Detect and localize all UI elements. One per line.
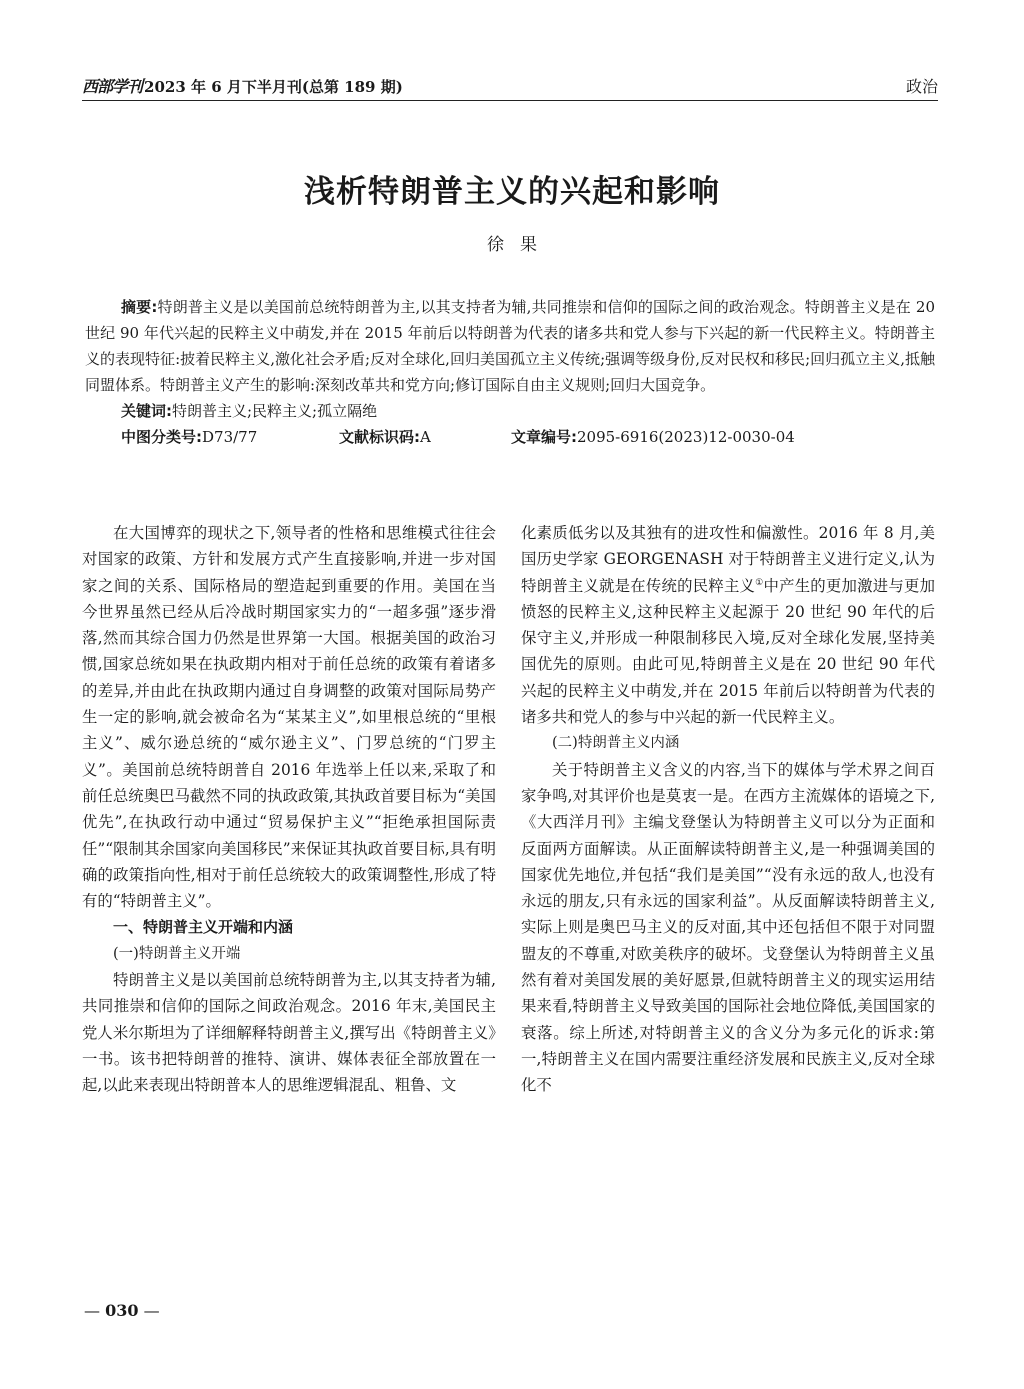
body-paragraph: 特朗普主义是以美国前总统特朗普为主,以其支持者为辅,共同推崇和信仰的国际之间政治观念。2016 年末,美国民主党人米尔斯坦为了详细解释特朗普主义,撰写出《特朗普主义》一书。该书把特朗普的推特、演讲、媒体表征全部放置在一起,以此来表现出特朗普本人的思维逻辑混乱、粗鲁、文 [82,971,496,1095]
body-text: 中产生的更加激进与更加愤怒的民粹主义,这种民粹主义起源于 20 世纪 90 年代的后保守主义,并形成一种限制移民入境,反对全球化发展,坚持美国优先的原则。由此可见,特朗普主义是在 20 世纪 90 年代兴起的民粹主义中萌发,并在 2015 年前后以特朗普为代表的诸多共和党人的参与中兴起的新一代民粹主义。 [521,576,935,727]
abstract-block [85,294,935,450]
clc-number [121,424,339,450]
section-label: 政治 [905,76,938,96]
right-column [521,520,935,1099]
abstract-text: 特朗普主义是以美国前总统特朗普为主,以其支持者为辅,共同推崇和信仰的国际之间的政治观念。特朗普主义是在 20 世纪 90 年代兴起的民粹主义中萌发,并在 2015 年前后以特朗普为代表的诸多共和党人参与下兴起的新一代民粹主义。特朗普主义的表现特征:披着民粹主义,激化社会矛盾;反对全球化,回归美国孤立主义传统;强调等级身份,反对民权和移民;回归孤立主义,抵触同盟体系。特朗普主义产生的影响:深刻改革共和党方向;修订国际自由主义规则;回归大国竞争。 [85,298,936,394]
keywords-line [85,398,935,424]
keywords-text: 特朗普主义;民粹主义;孤立隔绝 [172,402,378,420]
header-journal-info [82,74,403,97]
section-heading: 一、特朗普主义开端和内涵 [113,918,294,937]
doc-label: 文献标识码: [339,428,420,446]
running-header [82,70,938,101]
article-value: 2095-6916(2023)12-0030-04 [577,428,795,446]
classification-row [85,424,935,450]
clc-label: 中图分类号: [121,428,202,446]
body-paragraph: 关于特朗普主义含义的内容,当下的媒体与学术界之间百家争鸣,对其评价也是莫衷一是。在西方主流媒体的语境之下,《大西洋月刊》主编戈登堡认为特朗普主义可以分为正面和反面两方面解读。从正面解读特朗普主义,是一种强调美国的国家优先地位,并包括“我们是美国”“没有永远的敌人,也没有永远的朋友,只有永远的国家利益”。从反面解读特朗普主义,实际上则是奥巴马主义的反对面,其中还包括但不限于对同盟盟友的不尊重,对欧美秩序的破坏。戈登堡认为特朗普主义虽然有着对美国发展的美好愿景,但就特朗普主义的现实运用结果来看,特朗普主义导致美国的国际社会地位降低,美国国家的衰落。综上所述,对特朗普主义的含义分为多元化的诉求:第一,特朗普主义在国内需要注重经济发展和民族主义,反对全球化不 [521,760,935,1095]
abstract-paragraph [85,294,935,398]
footnote-marker: ① [755,577,764,588]
article-label: 文章编号: [511,428,577,446]
article-number [511,424,795,450]
journal-logo: 西部学刊 [82,76,143,96]
subsection-heading: (一)特朗普主义开端 [113,945,241,962]
page-number-value: 030 [105,1301,139,1320]
doc-value: A [420,428,431,446]
page-number: — 030 — [84,1301,160,1320]
author-name: 徐果 [487,235,553,255]
body-paragraph: 在大国博弈的现状之下,领导者的性格和思维模式往往会对国家的政策、方针和发展方式产生直接影响,并进一步对国家之间的关系、国际格局的塑造起到重要的作用。美国在当今世界虽然已经从后冷战时期国家实力的“一超多强”逐步滑落,然而其综合国力仍然是世界第一大国。根据美国的政治习惯,国家总统如果在执政期内相对于前任总统的政策有着诸多的差异,并由此在执政期内通过自身调整的政策对国际局势产生一定的影响,就会被命名为“某某主义”,如里根总统的“里根主义”、威尔逊总统的“威尔逊主义”、门罗总统的“门罗主义”。美国前总统特朗普自 2016 年选举上任以来,采取了和前任总统奥巴马截然不同的执政政策,其执政首要目标为“美国优先”,在执政行动中通过“贸易保护主义”“拒绝承担国际责任”“限制其余国家向美国移民”来保证其执政首要目标,具有明确的政策指向性,相对于前任总统较大的政策调整性,形成了特有的“特朗普主义”。 [82,524,496,911]
issue-info: 2023 年 6 月下半月刊(总第 189 期) [144,77,403,96]
keywords-label: 关键词: [121,402,172,420]
subsection-heading: (二)特朗普主义内涵 [552,735,680,752]
left-column [82,520,496,1099]
body-text: 化素质低劣以及其独有的进攻性和偏激性。2016 年 8 月,美国历史学家 GEORGENASH 对于特朗普主义进行定义,认为特朗普主义就是在传统的民粹主义 [521,524,935,595]
abstract-label: 摘要: [121,298,158,316]
clc-value: D73/77 [202,428,258,446]
body-paragraph [521,520,935,730]
article-title: 浅析特朗普主义的兴起和影响 [304,174,720,210]
document-code [339,424,511,450]
